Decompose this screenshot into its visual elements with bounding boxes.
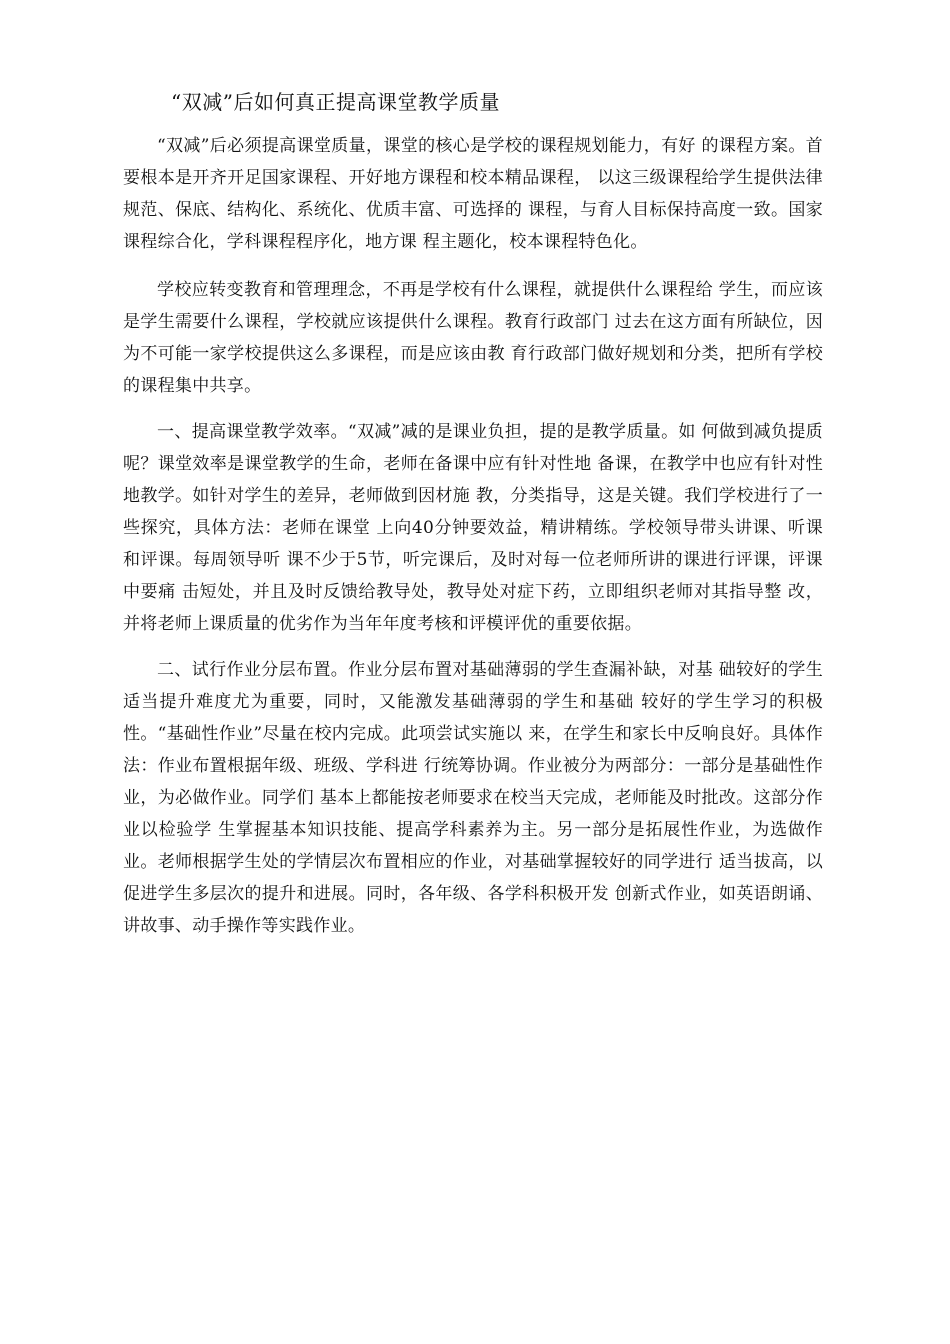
document-title: “双减”后如何真正提高课堂教学质量 bbox=[171, 90, 500, 114]
paragraph-teaching-efficiency: 一、提高课堂教学效率。“双减”减的是课业负担，提的是教学质量。如 何做到减负提质呢？课堂效率是课堂教学的生命，老师在备课中应有针对性地 备课，在教学中也应有针对性地教学。如针对学生的差异，老师做到因材施 教，分类指导，这是关键。我们学校进行了一些探究，具体方法：老师在课堂 上向40分钟要效益，精讲精练。学校领导带头讲课、听课和评课。每周领导听 课不少于5节，听完课后，及时对每一位老师所讲的课进行评课，评课中要痛 击短处，并且及时反馈给教导处，教导处对症下药，立即组织老师对其指导整 改，并将老师上课质量的优劣作为当年年度考核和评模评优的重要依据。 bbox=[123, 422, 823, 634]
document-page bbox=[123, 86, 823, 942]
paragraph-layered-homework: 二、试行作业分层布置。作业分层布置对基础薄弱的学生查漏补缺，对基 础较好的学生适当提升难度尤为重要，同时，又能激发基础薄弱的学生和基础 较好的学生学习的积极性。“基础性作业”尽量在校内完成。此项尝试实施以 来，在学生和家长中反响良好。具体作法：作业布置根据年级、班级、学科进 行统筹协调。作业被分为两部分：一部分是基础性作业，为必做作业。同学们 基本上都能按老师要求在校当天完成，老师能及时批改。这部分作业以检验学 生掌握基本知识技能、提高学科素养为主。另一部分是拓展性作业，为选做作 业。老师根据学生处的学情层次布置相应的作业，对基础掌握较好的同学进行 适当拔高，以促进学生多层次的提升和进展。同时，各年级、各学科积极开发 创新式作业，如英语朗诵、讲故事、动手操作等实践作业。 bbox=[123, 660, 823, 936]
paragraph-education-concept: 学校应转变教育和管理理念，不再是学校有什么课程，就提供什么课程给 学生，而应该是学生需要什么课程，学校就应该提供什么课程。教育行政部门 过去在这方面有所缺位，因为不可能一家学校提供这么多课程，而是应该由教 育行政部门做好规划和分类，把所有学校的课程集中共享。 bbox=[123, 280, 823, 396]
paragraph-course-planning: “双减”后必须提高课堂质量，课堂的核心是学校的课程规划能力，有好 的课程方案。首要根本是开齐开足国家课程、开好地方课程和校本精品课程， 以这三级课程给学生提供法律规范、保底、结构化、系统化、优质丰富、可选择的 课程，与育人目标保持高度一致。国家课程综合化，学科课程程序化，地方课 程主题化，校本课程特色化。 bbox=[123, 136, 823, 252]
